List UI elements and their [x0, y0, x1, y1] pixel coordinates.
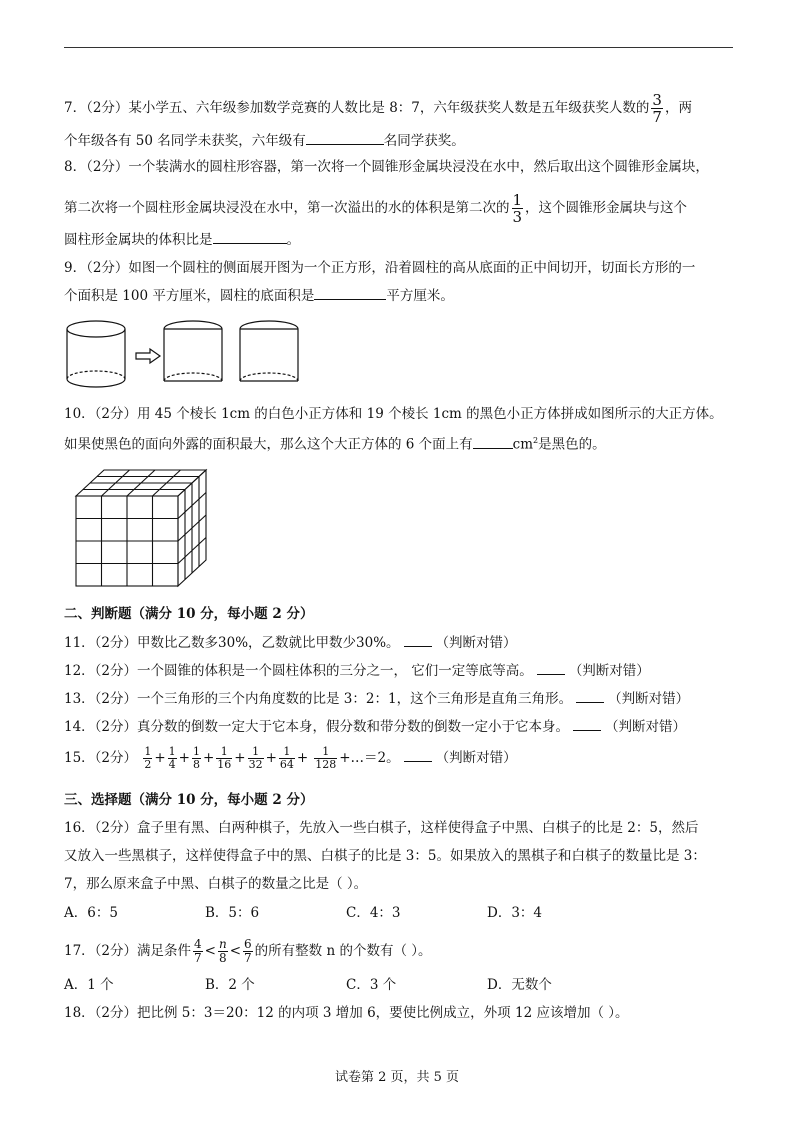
- q9-text-a: 个面积是 100 平方厘米，圆柱的底面积是: [64, 288, 315, 304]
- q15-plus: +: [234, 750, 246, 766]
- page-footer: 试卷第 2 页，共 5 页: [334, 1070, 460, 1085]
- q14-line: [64, 716, 686, 737]
- q17-options: [64, 975, 628, 995]
- q10-line1: 10．（2分）用 45 个棱长 1cm 的白色小正方体和 19 个棱长 1cm 的黑色小正方体拼成如图所示的大正方体。: [64, 406, 723, 422]
- q10-line2: [64, 431, 606, 455]
- section3-title: 三、选择题（满分 10 分，每小题 2 分）: [64, 792, 314, 808]
- q12-answer-blank[interactable]: [537, 660, 565, 675]
- q11-text: 11．（2分）甲数比乙数多30%，乙数就比甲数少30%。: [64, 635, 400, 651]
- q7-text-d: 名同学获奖。: [383, 133, 465, 149]
- q15-f7-num: 1: [314, 746, 337, 759]
- section2-title: 二、判断题（满分 10 分，每小题 2 分）: [64, 606, 314, 622]
- q8-line1: 8．（2分）一个装满水的圆柱形容器，第一次将一个圆锥形金属块浸没在水中，然后取出这个圆锥形金属块，: [64, 159, 709, 175]
- q15-plus: +: [296, 750, 309, 766]
- q15-frac-6: [279, 746, 295, 771]
- q7-frac-den: 7: [652, 108, 662, 126]
- header-rule: [64, 47, 733, 48]
- q14-text: 14．（2分）真分数的倒数一定大于它本身，假分数和带分数的倒数一定小于它本身。: [64, 719, 570, 735]
- arrow-icon: [136, 349, 160, 363]
- q15-f5-den: 32: [248, 758, 263, 771]
- q15-tail: +…＝2。: [339, 750, 400, 766]
- q16-options: [64, 903, 628, 923]
- q10-text-b: 是黑色的。: [538, 436, 606, 453]
- q11-answer-blank[interactable]: [404, 632, 432, 647]
- q15-f3-num: 1: [192, 745, 200, 758]
- q9-cylinder-figure: [64, 315, 314, 395]
- q17-frac-2: [218, 938, 228, 965]
- q15-frac-5: [248, 746, 264, 771]
- q15-plus: +: [265, 750, 277, 766]
- q15-f7-den: 128: [315, 758, 337, 771]
- q9-answer-blank[interactable]: [314, 285, 386, 300]
- q17-option-d[interactable]: D．无数个: [487, 977, 552, 993]
- q15-f5-num: 1: [248, 746, 264, 759]
- q17-less-than-1: <: [204, 943, 216, 959]
- q17-f3-den: 7: [244, 951, 252, 965]
- q17-prefix: 17．（2分）满足条件: [64, 943, 192, 959]
- q12-hint: （判断对错）: [568, 663, 650, 679]
- q15-f1-den: 2: [144, 758, 152, 771]
- q17-line: [64, 938, 432, 965]
- q7-text-c: 个年级各有 50 名同学未获奖，六年级有: [64, 133, 306, 149]
- q11-line: [64, 632, 517, 653]
- q14-hint: （判断对错）: [605, 719, 687, 735]
- q8-answer-blank[interactable]: [213, 229, 287, 244]
- q17-f2-den: 8: [219, 951, 227, 965]
- q15-plus: +: [154, 750, 166, 766]
- q18-line: 18．（2分）把比例 5：3＝20：12 的内项 3 增加 6，要使比例成立，外项 12 应该增加（ ）。: [64, 1005, 629, 1021]
- q12-text: 12．（2分）一个圆锥的体积是一个圆柱体积的三分之一， 它们一定等底等高。: [64, 663, 533, 679]
- q17-f2-num: n: [218, 937, 227, 951]
- q15-f4-num: 1: [216, 746, 232, 759]
- q15-answer-blank[interactable]: [404, 747, 432, 762]
- q7-line2: [64, 130, 465, 151]
- q13-text: 13．（2分）一个三角形的三个内角度数的比是 3：2：1，这个三角形是直角三角形。: [64, 691, 573, 707]
- q10-answer-blank[interactable]: [473, 434, 513, 449]
- q17-f1-num: 4: [194, 937, 202, 951]
- q17-option-a[interactable]: A．1 个: [64, 977, 114, 993]
- q13-line: [64, 688, 689, 709]
- q16-line2: 又放入一些黑棋子，这样使得盒子中的黑、白棋子的比是 3：5。如果放入的黑棋子和白棋子的数量比是 3：: [64, 848, 706, 864]
- q8-line3: [64, 229, 300, 250]
- q7-line1: [64, 92, 692, 125]
- q15-frac-7: [314, 746, 337, 771]
- q17-option-b[interactable]: B．2 个: [205, 977, 255, 993]
- q14-answer-blank[interactable]: [573, 716, 601, 731]
- q8-text-d: 。: [286, 232, 300, 248]
- q13-hint: （判断对错）: [608, 691, 690, 707]
- q15-prefix: 15．（2分）: [64, 750, 138, 766]
- q11-hint: （判断对错）: [435, 635, 517, 651]
- q15-frac-1: [143, 746, 152, 771]
- q15-f2-den: 4: [168, 758, 176, 771]
- q15-line: [64, 746, 517, 771]
- q7-frac-num: 3: [652, 91, 662, 109]
- q7-text-b: ，两: [664, 100, 692, 116]
- q16-line1: 16．（2分）盒子里有黑、白两种棋子，先放入一些白棋子，这样使得盒子中黑、白棋子的比是 2：5，然后: [64, 820, 699, 836]
- q15-frac-2: [168, 746, 177, 771]
- q10-text-a: 如果使黑色的面向外露的面积最大，那么这个大正方体的 6 个面上有: [64, 436, 473, 453]
- q15-frac-4: [216, 746, 232, 771]
- q8-frac-den: 3: [512, 208, 523, 226]
- q12-line: [64, 660, 650, 681]
- q17-suffix: 的所有整数 n 的个数有（ ）。: [254, 943, 432, 959]
- q10-cube-figure: [74, 468, 214, 590]
- q10-unit: cm: [512, 436, 534, 453]
- q7-answer-blank[interactable]: [306, 130, 384, 145]
- q16-option-b[interactable]: B．5：6: [205, 905, 260, 921]
- q17-f3-num: 6: [244, 937, 252, 951]
- q17-option-c[interactable]: C．3 个: [346, 977, 397, 993]
- q15-f4-den: 16: [217, 758, 232, 771]
- q15-plus: +: [202, 750, 215, 766]
- q16-option-d[interactable]: D．3：4: [487, 905, 543, 921]
- q7-fraction: [651, 92, 663, 125]
- q15-plus: +: [178, 750, 190, 766]
- q7-text-a: 7．（2分）某小学五、六年级参加数学竞赛的人数比是 8：7，六年级获奖人数是五年级获奖人数的: [64, 100, 650, 116]
- q15-f3-den: 8: [192, 758, 200, 771]
- q15-frac-3: [192, 746, 201, 771]
- q8-frac-num: 1: [512, 191, 523, 209]
- q15-f2-num: 1: [168, 745, 176, 758]
- q15-f6-num: 1: [279, 746, 295, 759]
- q9-text-b: 平方厘米。: [386, 288, 454, 304]
- q8-text-a: 第二次将一个圆柱形金属块浸没在水中，第一次溢出的水的体积是第二次的: [64, 200, 510, 216]
- q8-text-c: 圆柱形金属块的体积比是: [64, 232, 213, 248]
- q15-f1-num: 1: [144, 745, 152, 758]
- q13-answer-blank[interactable]: [576, 688, 604, 703]
- cylinder-top-ellipse: [67, 321, 125, 337]
- q17-frac-3: [243, 938, 253, 965]
- q17-less-than-2: <: [229, 943, 242, 959]
- q10-unit-sup: 2: [533, 436, 539, 445]
- q17-f1-den: 7: [194, 951, 202, 965]
- q16-option-c[interactable]: C．4：3: [346, 905, 401, 921]
- q15-f6-den: 64: [279, 758, 294, 771]
- q15-hint: （判断对错）: [435, 750, 517, 766]
- q8-line2: [64, 192, 687, 225]
- q9-line1: 9．（2分）如图一个圆柱的侧面展开图为一个正方形，沿着圆柱的高从底面的正中间切开，切面长方形的一: [64, 260, 696, 276]
- q9-line2: [64, 285, 454, 306]
- q8-fraction: [512, 192, 524, 225]
- q16-line3: 7，那么原来盒子中黑、白棋子的数量之比是（ ）。: [64, 876, 368, 892]
- q8-text-b: ，这个圆锥形金属块与这个: [525, 200, 688, 216]
- q17-frac-1: [193, 938, 203, 965]
- q16-option-a[interactable]: A．6：5: [64, 905, 118, 921]
